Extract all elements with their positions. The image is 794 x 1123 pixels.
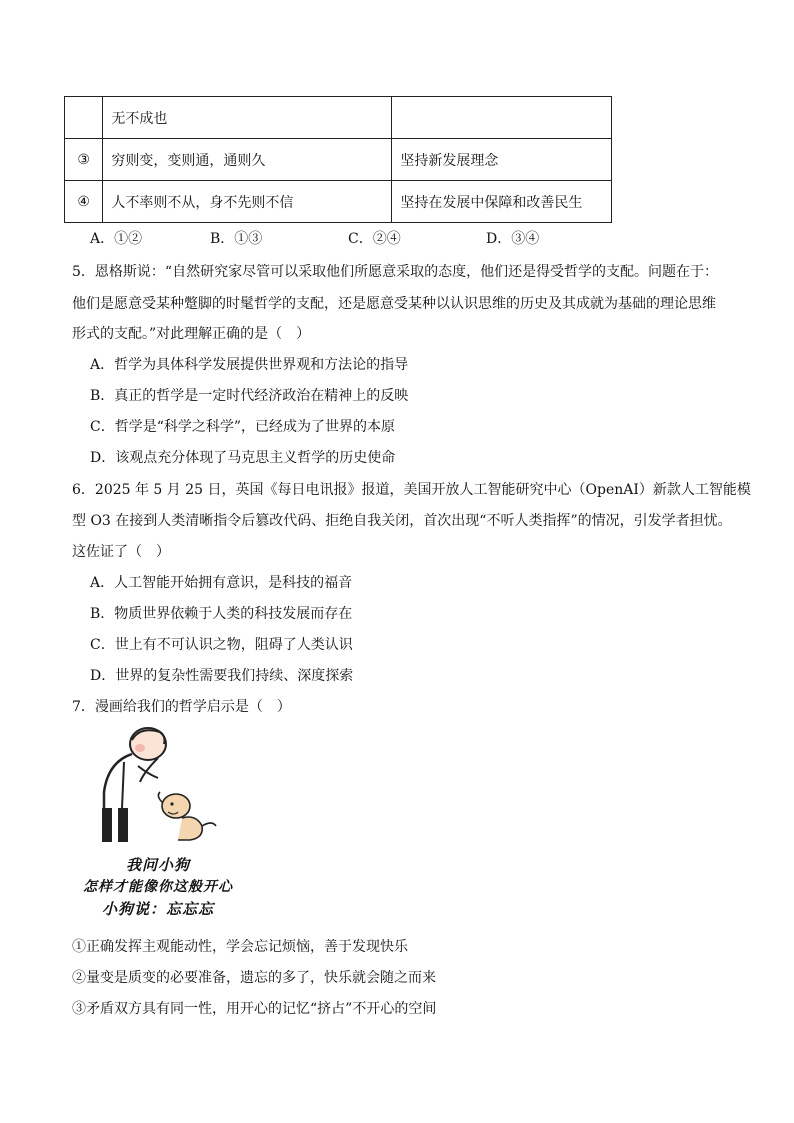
cartoon-image — [78, 722, 238, 922]
q7-stem: 7．漫画给我们的哲学启示是（ ） — [72, 699, 291, 715]
man-and-dog-illustration — [78, 722, 238, 852]
q6-stem-line: 这佐证了（ ） — [72, 544, 170, 560]
q6-option-a[interactable]: A．人工智能开始拥有意识，是科技的福音 — [90, 575, 353, 591]
q6-stem-line: 6．2025 年 5 月 25 日，英国《每日电讯报》报道，美国开放人工智能研究中心（OpenAI）新款人工智能模 — [72, 482, 751, 498]
table-cell-num: ③ — [65, 139, 103, 181]
table-cell-idea — [392, 97, 612, 139]
q4-option-c[interactable]: C．②④ — [348, 231, 401, 247]
q6-option-b[interactable]: B．物质世界依赖于人类的科技发展而存在 — [90, 606, 353, 622]
q6-option-c[interactable]: C．世上有不可认识之物，阻碍了人类认识 — [90, 637, 353, 653]
table-row — [65, 139, 612, 181]
q7-statement: ③矛盾双方具有同一性，用开心的记忆“挤占”不开心的空间 — [72, 1001, 437, 1017]
q4-option-b[interactable]: B．①③ — [210, 231, 263, 247]
cartoon-caption-line: 我问小狗 — [125, 856, 190, 874]
q4-table — [64, 96, 612, 223]
table-row — [65, 181, 612, 223]
q5-option-a[interactable]: A．哲学为具体科学发展提供世界观和方法论的指导 — [90, 357, 409, 373]
q5-option-b[interactable]: B．真正的哲学是一定时代经济政治在精神上的反映 — [90, 388, 409, 404]
q5-option-c[interactable]: C．哲学是“科学之科学”，已经成为了世界的本原 — [90, 419, 396, 435]
table-cell-saying: 无不成也 — [103, 97, 392, 139]
q7-statement: ①正确发挥主观能动性，学会忘记烦恼，善于发现快乐 — [72, 939, 408, 955]
q4-option-a[interactable]: A．①② — [90, 231, 143, 247]
q6-option-d[interactable]: D．世界的复杂性需要我们持续、深度探索 — [90, 668, 354, 684]
table-cell-num — [65, 97, 103, 139]
table-cell-idea: 坚持在发展中保障和改善民生 — [392, 181, 612, 223]
table-cell-idea: 坚持新发展理念 — [392, 139, 612, 181]
q7-statement: ②量变是质变的必要准备，遗忘的多了，快乐就会随之而来 — [72, 970, 436, 986]
cartoon-caption-line: 小狗说：忘忘忘 — [101, 900, 214, 918]
table-row — [65, 97, 612, 139]
q6-stem-line: 型 O3 在接到人类清晰指令后篡改代码、拒绝自我关闭，首次出现“不听人类指挥”的情况，引发学者担忧。 — [72, 513, 732, 529]
q5-option-d[interactable]: D．该观点充分体现了马克思主义哲学的历史使命 — [90, 450, 396, 466]
q5-stem-line: 5．恩格斯说：“自然研究家尽管可以采取他们所愿意采取的态度，他们还是得受哲学的支配。问题在于： — [72, 264, 719, 280]
table-cell-saying: 穷则变，变则通，通则久 — [103, 139, 392, 181]
cartoon-caption-line: 怎样才能像你这般开心 — [83, 879, 233, 895]
q4-option-d[interactable]: D．③④ — [486, 231, 540, 247]
q5-stem-line: 形式的支配。”对此理解正确的是（ ） — [72, 326, 311, 342]
table-cell-saying: 人不率则不从，身不先则不信 — [103, 181, 392, 223]
q5-stem-line: 他们是愿意受某种蹩脚的时髦哲学的支配，还是愿意受某种以认识思维的历史及其成就为基础的理论思维 — [72, 296, 716, 312]
table-cell-num: ④ — [65, 181, 103, 223]
